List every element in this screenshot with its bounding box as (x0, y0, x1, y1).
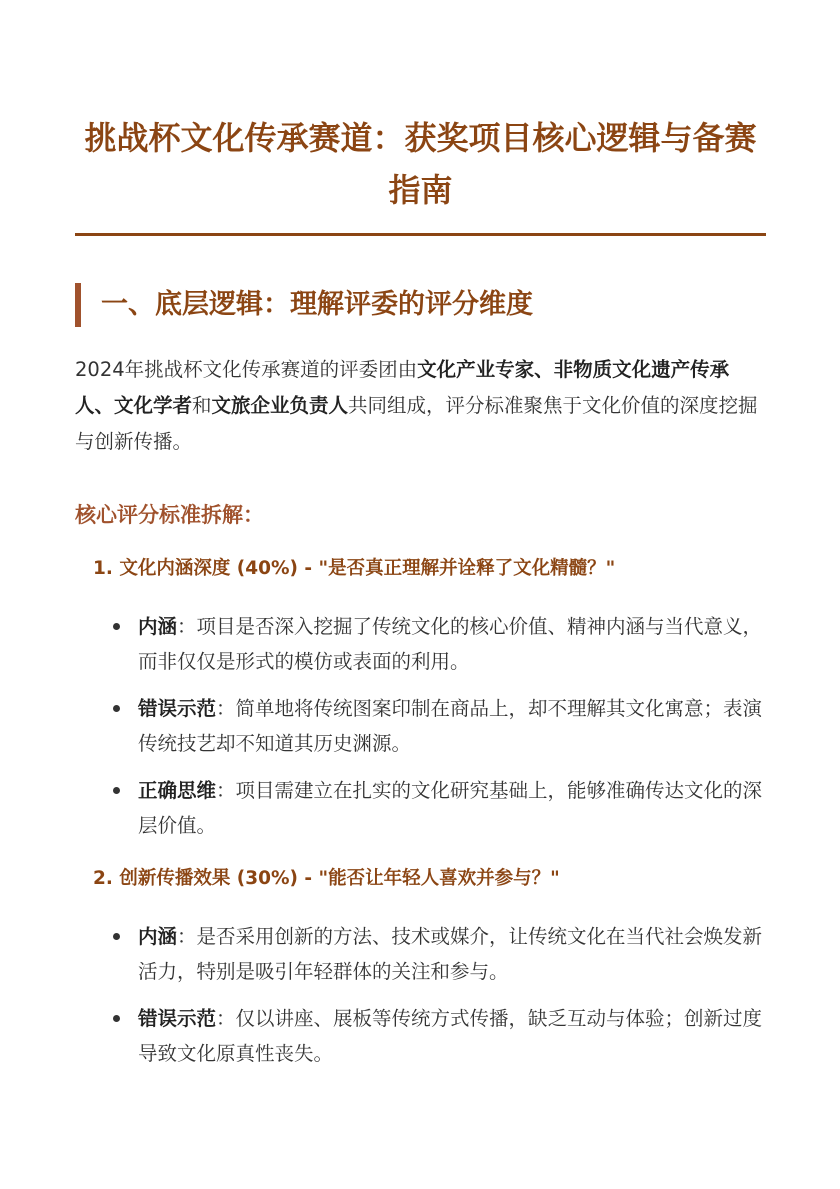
intro-text: 2024年挑战杯文化传承赛道的评委团由 (75, 358, 418, 381)
bullet-icon (113, 623, 120, 630)
list-item-text (138, 773, 766, 843)
bullet-icon (113, 705, 120, 712)
intro-text: 共同组成，评分标准聚焦于文化价值的深度挖掘与创新传播。 (75, 394, 758, 453)
criterion-title: 1. 文化内涵深度 (40%) - "是否真正理解并诠释了文化精髓？" (93, 558, 616, 579)
bullet-icon (113, 933, 120, 940)
document-title: 挑战杯文化传承赛道：获奖项目核心逻辑与备赛指南 (84, 119, 757, 209)
list-item (113, 773, 766, 843)
list-item-label: 内涵 (138, 925, 178, 948)
list-item-text (138, 919, 766, 989)
list-item-body: ：简单地将传统图案印制在商品上，却不理解其文化寓意；表演传统技艺却不知道其历史渊源。 (138, 697, 763, 755)
list-item (113, 691, 766, 761)
list-item-label: 正确思维 (138, 779, 217, 802)
list-item-body: ：仅以讲座、展板等传统方式传播，缺乏互动与体验；创新过度导致文化原真性丧失。 (138, 1007, 763, 1065)
list-item-text (138, 609, 766, 679)
bullet-icon (113, 1015, 120, 1022)
section-accent-bar (75, 283, 81, 327)
list-item-label: 错误示范 (138, 697, 217, 720)
intro-bold-text: 文化产业专家、非物质文化遗产传承人、文化学者 (75, 358, 730, 417)
section-heading (75, 283, 766, 327)
list-item-text (138, 691, 766, 761)
list-item-body: ：项目需建立在扎实的文化研究基础上，能够准确传达文化的深层价值。 (138, 779, 763, 837)
list-item-label: 内涵 (138, 615, 178, 638)
list-item-label: 错误示范 (138, 1007, 217, 1030)
intro-bold-text: 文旅企业负责人 (211, 394, 349, 417)
title-divider (75, 233, 766, 236)
intro-paragraph (75, 352, 766, 460)
list-item-body: ：是否采用创新的方法、技术或媒介，让传统文化在当代社会焕发新活力，特别是吸引年轻群体的关注和参与。 (138, 925, 763, 983)
subheading-scoring-criteria: 核心评分标准拆解： (75, 503, 264, 527)
criterion-title: 2. 创新传播效果 (30%) - "能否让年轻人喜欢并参与？" (93, 868, 560, 889)
list-item-text (138, 1001, 766, 1071)
list-item (113, 919, 766, 989)
list-item (113, 1001, 766, 1071)
list-item (113, 609, 766, 679)
list-item-body: ：项目是否深入挖掘了传统文化的核心价值、精神内涵与当代意义，而非仅仅是形式的模仿或表面的利用。 (138, 615, 763, 673)
section-title: 一、底层逻辑：理解评委的评分维度 (101, 289, 533, 320)
bullet-icon (113, 787, 120, 794)
intro-text: 和 (192, 394, 212, 417)
